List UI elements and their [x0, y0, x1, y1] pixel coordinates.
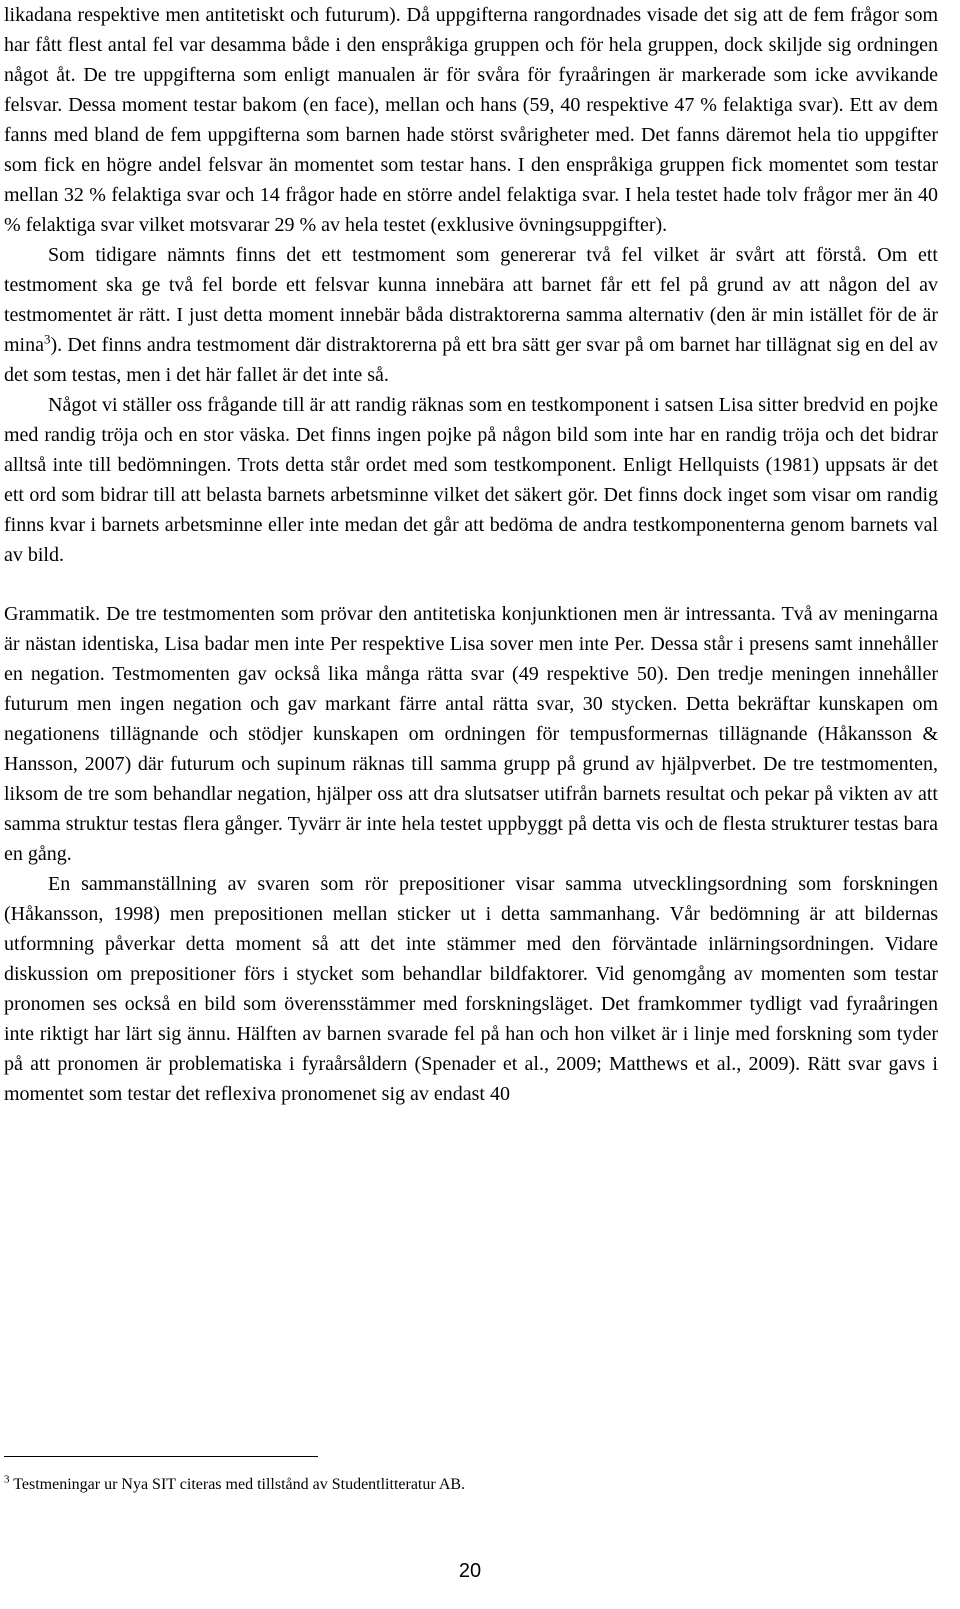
- paragraph-2-text: Som tidigare nämnts finns det ett testmoment som genererar två fel vilket är svårt att förstå. Om ett testmoment ska ge två fel borde ett felsvar kunna innebära att barnet får ett fel på grund av att någon del av testmomentet är rätt. I just detta moment innebär båda distraktorerna samma alternativ (den är min istället för de är mina: [4, 244, 938, 356]
- body-text: [4, 0, 938, 1109]
- paragraph-2: [4, 240, 938, 390]
- paragraph-2-text-cont: ). Det finns andra testmoment där distraktorerna på ett bra sätt ger svar på om barnet har tillägnat sig en del av det som testas, men i det här fallet är det inte så.: [4, 334, 938, 386]
- paragraph-1: likadana respektive men antitetiskt och futurum). Då uppgifterna rangordnades visade det sig att de fem frågor som har fått flest antal fel var desamma både i den enspråkiga gruppen och för hela gruppen, dock skiljde sig ordningen något åt. De tre uppgifterna som enligt manualen är för svåra för fyraåringen är markerade som icke avvikande felsvar. Dessa moment testar bakom (en face), mellan och hans (59, 40 respektive 47 % felaktiga svar). Ett av dem fanns med bland de fem uppgifterna som barnen hade störst svårigheter med. Det fanns däremot hela tio uppgifter som fick en högre andel felsvar än momentet som testar hans. I den enspråkiga gruppen fick momentet som testar mellan 32 % felaktiga svar och 14 frågor hade en större andel felaktiga svar. I hela testet hade tolv frågor mer än 40 % felaktiga svar vilket motsvarar 29 % av hela testet (exklusive övningsuppgifter).: [4, 4, 938, 236]
- paragraph-4: Grammatik. De tre testmomenten som prövar den antitetiska konjunktionen men är intressanta. Två av meningarna är nästan identiska, Lisa badar men inte Per respektive Lisa sover men inte Per. Dessa står i presens samt innehåller en negation. Testmomenten gav också lika många rätta svar (49 respektive 50). Den tredje meningen innehåller futurum men ingen negation och gav markant färre antal rätta svar, 30 stycken. Detta bekräftar kunskapen om negationens tillägnande och stödjer kunskapen om ordningen för tempusformernas tillägnande (Håkansson & Hansson, 2007) där futurum och supinum räknas till samma grupp på grund av hjälpverbet. De tre testmomenten, liksom de tre som behandlar negation, hjälper oss att dra slutsatser utifrån barnets resultat och pekar på vikten av att samma struktur testas flera gånger. Tyvärr är inte hela testet uppbyggt på detta vis och de flesta strukturer testas bara en gång.: [4, 603, 938, 865]
- footnote-marker: 3: [4, 1473, 10, 1486]
- footnote-rule: [4, 1456, 318, 1457]
- footnote: [4, 1474, 938, 1496]
- footnote-text: Testmeningar ur Nya SIT citeras med tillstånd av Studentlitteratur AB.: [13, 1476, 466, 1493]
- footnote-ref: 3: [44, 331, 51, 347]
- paragraph-3: Något vi ställer oss frågande till är att randig räknas som en testkomponent i satsen Lisa sitter bredvid en pojke med randig tröja och en stor väska. Det finns ingen pojke på någon bild som inte har en randig tröja och det bidrar alltså inte till bedömningen. Trots detta står ordet med som testkomponent. Enligt Hellquists (1981) uppsats är det ett ord som bidrar till att belasta barnets arbetsminne vilket det säkert gör. Det finns dock inget som visar om randig finns kvar i barnets arbetsminne eller inte medan det går att bedöma de andra testkomponenterna genom barnets val av bild.: [4, 394, 938, 566]
- page-number: 20: [458, 1560, 482, 1582]
- paragraph-5: En sammanställning av svaren som rör prepositioner visar samma utvecklingsordning som forskningen (Håkansson, 1998) men prepositionen mellan sticker ut i detta sammanhang. Vår bedömning är att bildernas utformning påverkar detta moment så att det inte stämmer med den förväntade inlärningsordningen. Vidare diskussion om prepositioner förs i stycket som behandlar bildfaktorer. Vid genomgång av momenten som testar pronomen ses också en bild som överensstämmer med forskningsläget. Det framkommer tydligt vad fyraåringen inte riktigt har lärt sig ännu. Hälften av barnen svarade fel på han och hon vilket är i linje med forskning som tyder på att pronomen är problematiska i fyraårsåldern (Spenader et al., 2009; Matthews et al., 2009). Rätt svar gavs i momentet som testar det reflexiva pronomenet sig av endast 40: [4, 873, 938, 1105]
